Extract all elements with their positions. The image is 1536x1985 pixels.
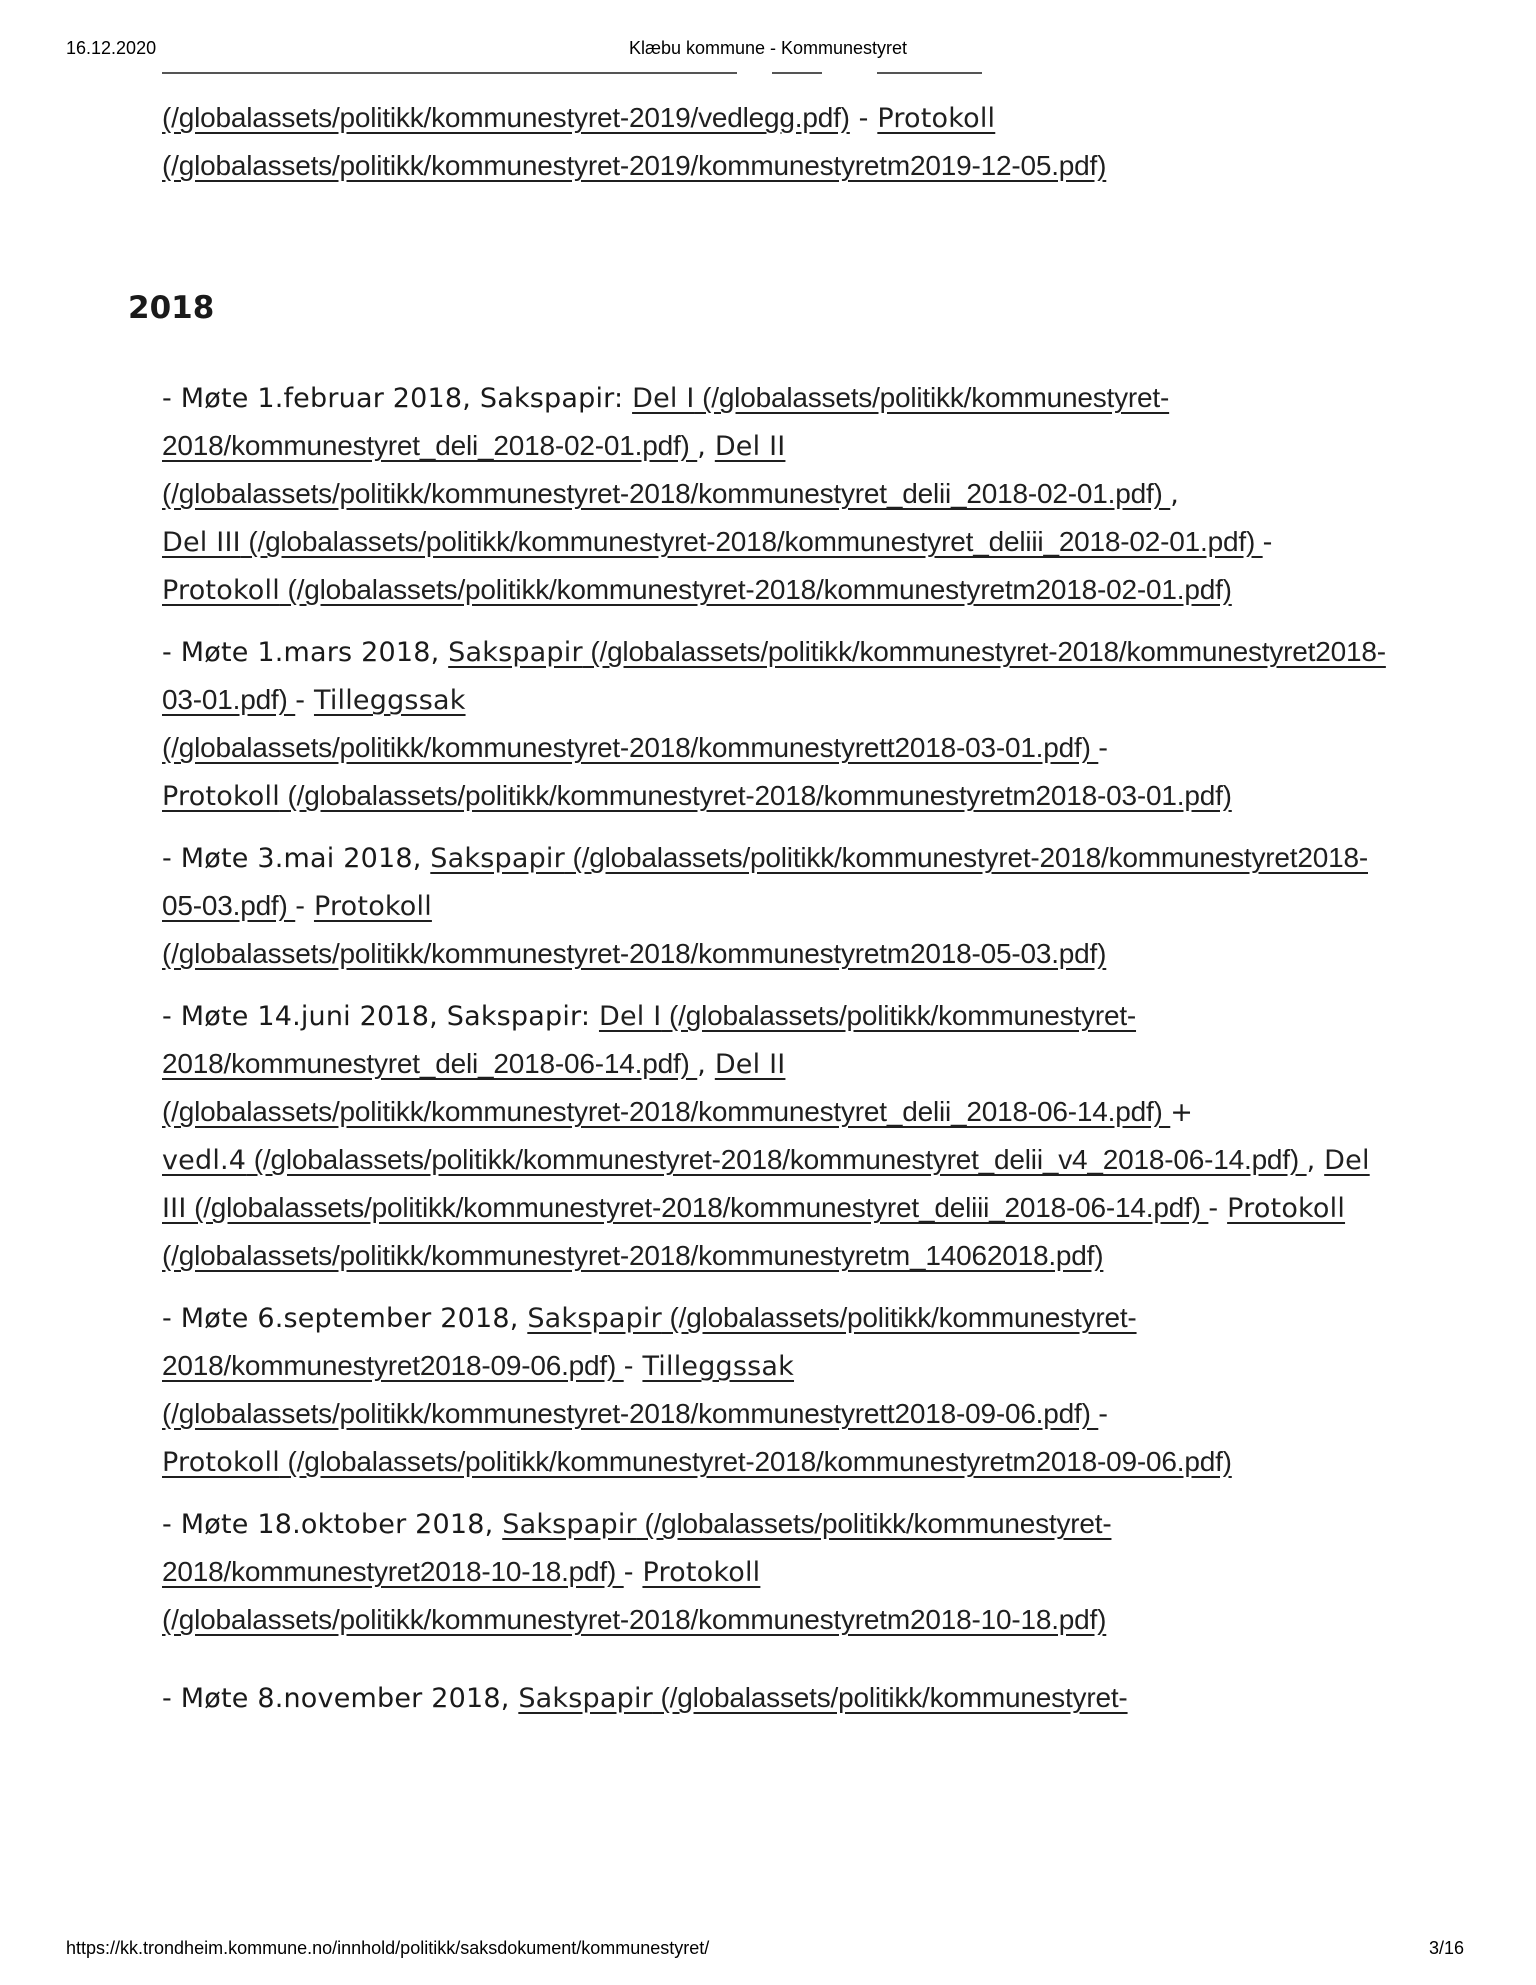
- sakspapir-url-link[interactable]: (/globalassets/politikk/kommunestyret-2018/kommunestyret2018-03-01.pdf): [162, 636, 1386, 715]
- page-title: Klæbu kommune - Kommunestyret: [628, 38, 908, 58]
- separator: -: [295, 685, 314, 716]
- protokoll-link[interactable]: Protokoll: [162, 575, 280, 606]
- meeting-item: [162, 628, 1392, 820]
- meeting-item: [162, 834, 1392, 978]
- protokoll-link[interactable]: Protokoll: [642, 1557, 761, 1588]
- separator: -: [623, 1557, 643, 1588]
- separator: ,: [1170, 479, 1180, 510]
- protokoll-url-link[interactable]: (/globalassets/politikk/kommunestyret-2018/kommunestyretm2018-03-01.pdf): [279, 780, 1232, 811]
- del-ii-link[interactable]: Del II: [714, 431, 786, 462]
- meeting-list: [162, 374, 1392, 1736]
- meeting-prefix: - Møte 6.september 2018,: [162, 1303, 528, 1334]
- year-heading: 2018: [128, 290, 215, 326]
- tilleggssak-url-link[interactable]: (/globalassets/politikk/kommunestyret-2018/kommunestyrett2018-03-01.pdf): [162, 732, 1099, 763]
- meeting-prefix: - Møte 14.juni 2018, Sakspapir:: [162, 1001, 599, 1032]
- del-i-link[interactable]: Del I: [598, 1001, 662, 1032]
- sakspapir-url-link[interactable]: (/globalassets/politikk/kommunestyret-2018/kommunestyret2018-05-03.pdf): [162, 842, 1368, 921]
- separator: -: [1098, 733, 1109, 764]
- del-ii-url-link[interactable]: (/globalassets/politikk/kommunestyret-2018/kommunestyret_delii_2018-02-01.pdf): [162, 478, 1171, 509]
- meeting-prefix: - Møte 8.november 2018,: [162, 1683, 519, 1714]
- separator: -: [623, 1351, 643, 1382]
- del-iii-url-link[interactable]: (/globalassets/politikk/kommunestyret-2018/kommunestyret_deliii_2018-02-01.pdf): [240, 526, 1263, 557]
- protokoll-url-link[interactable]: (/globalassets/politikk/kommunestyret-2019/kommunestyretm2019-12-05.pdf): [162, 150, 1107, 181]
- sakspapir-link[interactable]: Sakspapir: [430, 843, 565, 874]
- meeting-item: [162, 1500, 1392, 1644]
- page-number: 3/16: [1428, 1938, 1464, 1958]
- del-i-url-link[interactable]: (/globalassets/politikk/kommunestyret-2018/kommunestyret_deli_2018-02-01.pdf): [162, 382, 1170, 461]
- tilleggssak-link[interactable]: Tilleggssak: [642, 1351, 795, 1382]
- protokoll-link[interactable]: Protokoll: [162, 781, 280, 812]
- top-block: [162, 94, 1392, 190]
- separator: -: [849, 103, 878, 134]
- print-header: [0, 38, 1536, 62]
- meeting-prefix: - Møte 1.februar 2018, Sakspapir:: [162, 383, 633, 414]
- vedl-4-url-link[interactable]: (/globalassets/politikk/kommunestyret-2018/kommunestyret_delii_v4_2018-06-14.pdf): [246, 1144, 1307, 1175]
- meeting-prefix: - Møte 3.mai 2018,: [162, 843, 431, 874]
- separator: -: [1098, 1399, 1109, 1430]
- separator: -: [1262, 527, 1273, 558]
- meeting-item: [162, 374, 1392, 614]
- protokoll-url-link[interactable]: (/globalassets/politikk/kommunestyret-2018/kommunestyretm2018-05-03.pdf): [162, 938, 1107, 969]
- sakspapir-link[interactable]: Sakspapir: [502, 1509, 637, 1540]
- del-i-link[interactable]: Del I: [632, 383, 695, 414]
- clipped-previous-line: [162, 70, 1002, 80]
- separator: -: [1208, 1193, 1228, 1224]
- del-iii-link[interactable]: Del III: [162, 527, 241, 558]
- sakspapir-url-link[interactable]: (/globalassets/politikk/kommunestyret-2018/kommunestyret2018-09-06.pdf): [162, 1302, 1137, 1381]
- protokoll-link[interactable]: Protokoll: [877, 103, 996, 134]
- del-ii-link[interactable]: Del II: [714, 1049, 786, 1080]
- vedlegg-url-link[interactable]: (/globalassets/politikk/kommunestyret-2019/vedlegg.pdf): [162, 102, 850, 133]
- tilleggssak-link[interactable]: Tilleggssak: [313, 685, 466, 716]
- protokoll-url-link[interactable]: (/globalassets/politikk/kommunestyret-2018/kommunestyretm_14062018.pdf): [162, 1240, 1104, 1271]
- del-iii-link[interactable]: Del III: [162, 1145, 1370, 1224]
- continued-meeting-links: [162, 94, 1392, 190]
- sakspapir-url-link[interactable]: (/globalassets/politikk/kommunestyret-2018/kommunestyret2018-10-18.pdf): [162, 1508, 1112, 1587]
- protokoll-url-link[interactable]: (/globalassets/politikk/kommunestyret-2018/kommunestyretm2018-09-06.pdf): [279, 1446, 1232, 1477]
- protokoll-url-link[interactable]: (/globalassets/politikk/kommunestyret-2018/kommunestyretm2018-02-01.pdf): [279, 574, 1232, 605]
- meeting-item: [162, 1674, 1392, 1722]
- del-i-url-link[interactable]: (/globalassets/politikk/kommunestyret-2018/kommunestyret_deli_2018-06-14.pdf): [162, 1000, 1137, 1079]
- separator: -: [295, 891, 314, 922]
- protokoll-link[interactable]: Protokoll: [1227, 1193, 1346, 1224]
- protokoll-link[interactable]: Protokoll: [313, 891, 432, 922]
- protokoll-link[interactable]: Protokoll: [162, 1447, 280, 1478]
- print-footer: [0, 1938, 1536, 1962]
- separator: ,: [697, 431, 715, 462]
- meeting-item: [162, 992, 1392, 1280]
- meeting-prefix: - Møte 1.mars 2018,: [162, 637, 449, 668]
- print-date: 16.12.2020: [66, 38, 157, 58]
- vedl-4-link[interactable]: vedl.4: [162, 1145, 247, 1176]
- del-iii-url-link[interactable]: (/globalassets/politikk/kommunestyret-2018/kommunestyret_deliii_2018-06-14.pdf): [186, 1192, 1209, 1223]
- separator: ,: [697, 1049, 715, 1080]
- sakspapir-link[interactable]: Sakspapir: [448, 637, 583, 668]
- protokoll-url-link[interactable]: (/globalassets/politikk/kommunestyret-2018/kommunestyretm2018-10-18.pdf): [162, 1604, 1107, 1635]
- separator: +: [1170, 1097, 1194, 1128]
- separator: ,: [1306, 1145, 1325, 1176]
- meeting-item: [162, 1294, 1392, 1486]
- del-ii-url-link[interactable]: (/globalassets/politikk/kommunestyret-2018/kommunestyret_delii_2018-06-14.pdf): [162, 1096, 1171, 1127]
- sakspapir-url-link[interactable]: (/globalassets/politikk/kommunestyret-: [652, 1682, 1128, 1713]
- tilleggssak-url-link[interactable]: (/globalassets/politikk/kommunestyret-2018/kommunestyrett2018-09-06.pdf): [162, 1398, 1099, 1429]
- sakspapir-link[interactable]: Sakspapir: [527, 1303, 662, 1334]
- sakspapir-link[interactable]: Sakspapir: [518, 1683, 653, 1714]
- meeting-prefix: - Møte 18.oktober 2018,: [162, 1509, 503, 1540]
- page-url: https://kk.trondheim.kommune.no/innhold/politikk/saksdokument/kommunestyret/: [66, 1938, 710, 1958]
